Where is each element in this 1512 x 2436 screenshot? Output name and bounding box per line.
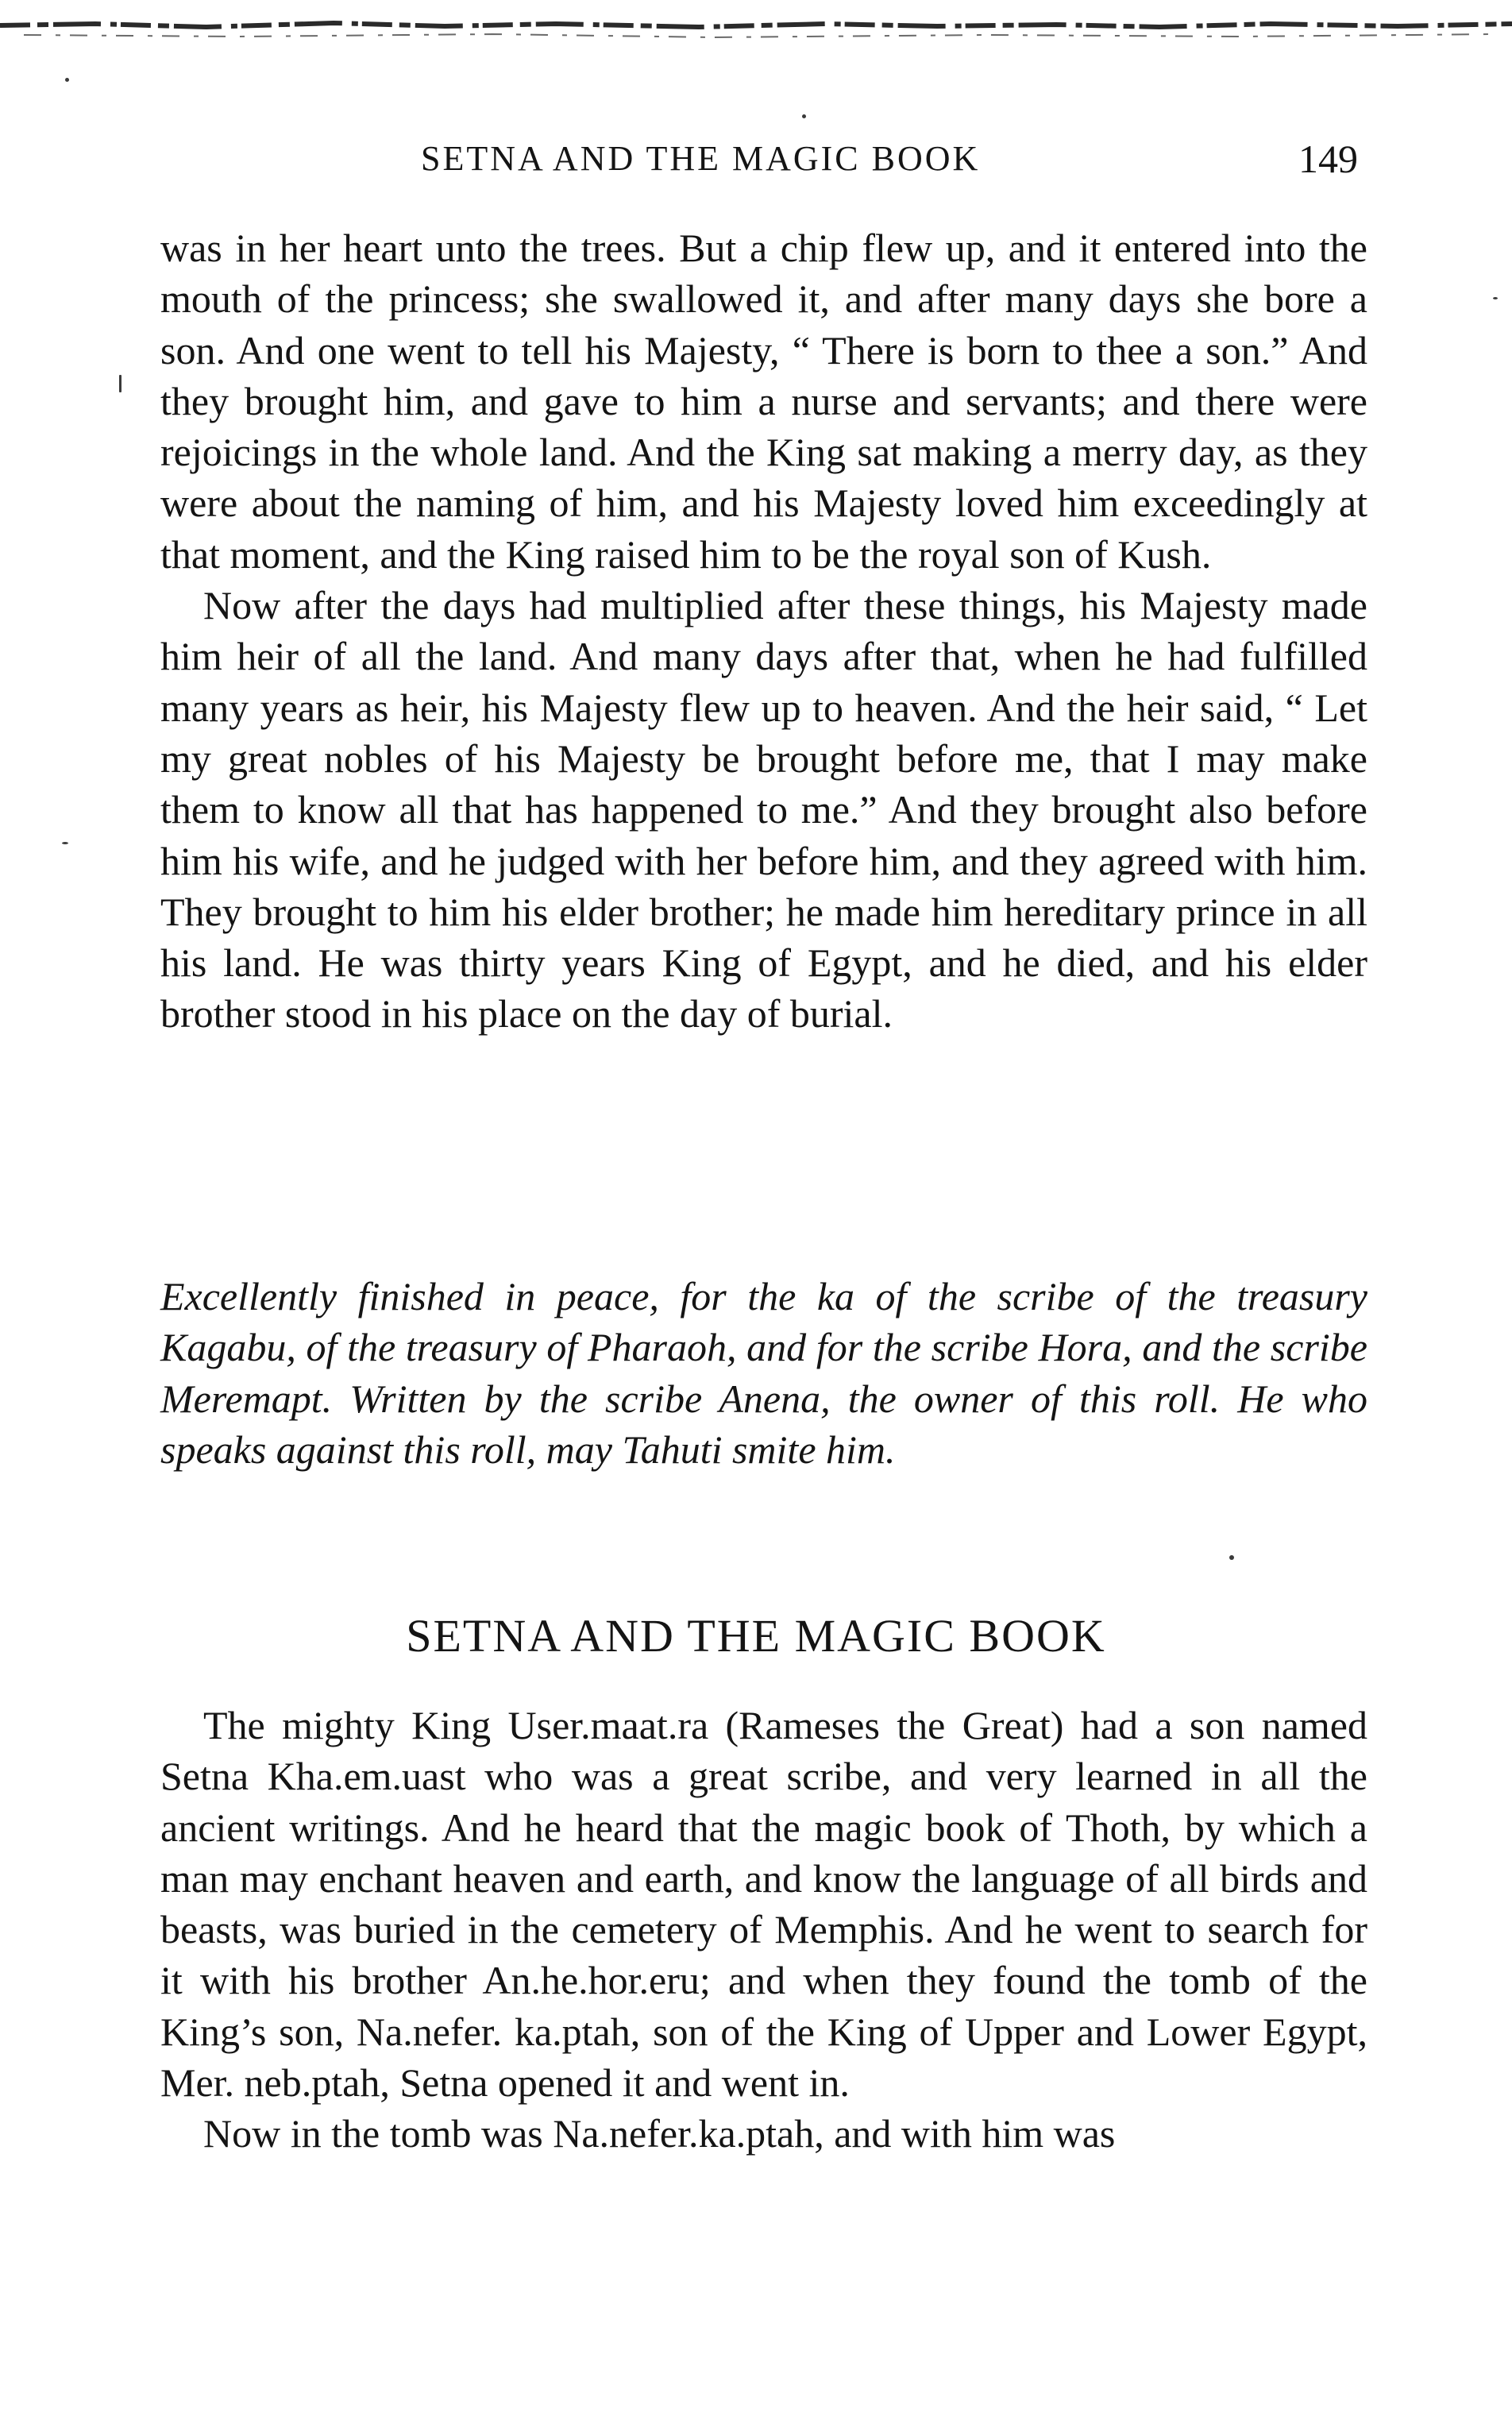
continued-text	[160, 222, 1367, 1040]
scan-speck	[119, 375, 122, 392]
paragraph: Now after the days had multiplied after these things, his Majesty made him heir of all the land. And many days after that, when he had fulfilled many years as heir, his Majesty flew up to heaven. And the heir said, “ Let my great nobles of his Majesty be brought before me, that I may make them to know all that has happened to me.” And they brought also before him his wife, and he judged with her before him, and they agreed with him. They brought to him his elder brother; he made him hereditary prince in all his land. He was thirty years King of Egypt, and he died, and his elder brother stood in his place on the day of burial.	[160, 583, 1367, 1037]
section-text	[160, 1700, 1367, 2160]
scan-speck	[65, 78, 69, 82]
running-title: SETNA AND THE MAGIC BOOK	[421, 139, 981, 178]
scan-speck	[802, 114, 806, 118]
section-heading: SETNA AND THE MAGIC BOOK	[406, 1610, 1106, 1662]
running-head	[0, 127, 1512, 191]
colophon: Excellently finished in peace, for the ka of the scribe of the treasury Kagabu, of the treasury of Pharaoh, and for the scribe Hora, and the scribe Meremapt. Written by the scribe Anena, the owner of this roll. He who speaks against this roll, may Tahuti smite him.	[160, 1274, 1367, 1472]
paragraph: Now in the tomb was Na.nefer.ka.ptah, and with him was	[203, 2111, 1116, 2156]
paragraph: was in her heart unto the trees. But a chip flew up, and it entered into the mouth of the princess; she swallowed it, and after many days she bore a son. And one went to tell his Majesty, “ There is born to thee a son.” And they brought him, and gave to him a nurse and servants; and there were rejoicings in the whole land. And the King sat making a merry day, as they were about the naming of him, and his Majesty loved him exceedingly at that moment, and the King raised him to be the royal son of Kush.	[160, 226, 1367, 577]
page-number: 149	[1298, 137, 1358, 181]
scan-speck	[1229, 1555, 1234, 1560]
scan-edge-marks	[0, 0, 1512, 56]
scan-speck	[1493, 297, 1498, 299]
paragraph: The mighty King User.maat.ra (Rameses the Great) had a son named Setna Kha.em.uast who was a great scribe, and very learned in all the ancient writings. And he heard that the magic book of Thoth, by which a man may enchant heaven and earth, and know the language of all birds and beasts, was buried in the cemetery of Memphis. And he went to search for it with his brother An.he.hor.eru; and when they found the tomb of the King’s son, Na.nefer. ka.ptah, son of the King of Upper and Lower Egypt, Mer. neb.ptah, Setna opened it and went in.	[160, 1703, 1367, 2106]
scan-speck	[62, 842, 68, 844]
